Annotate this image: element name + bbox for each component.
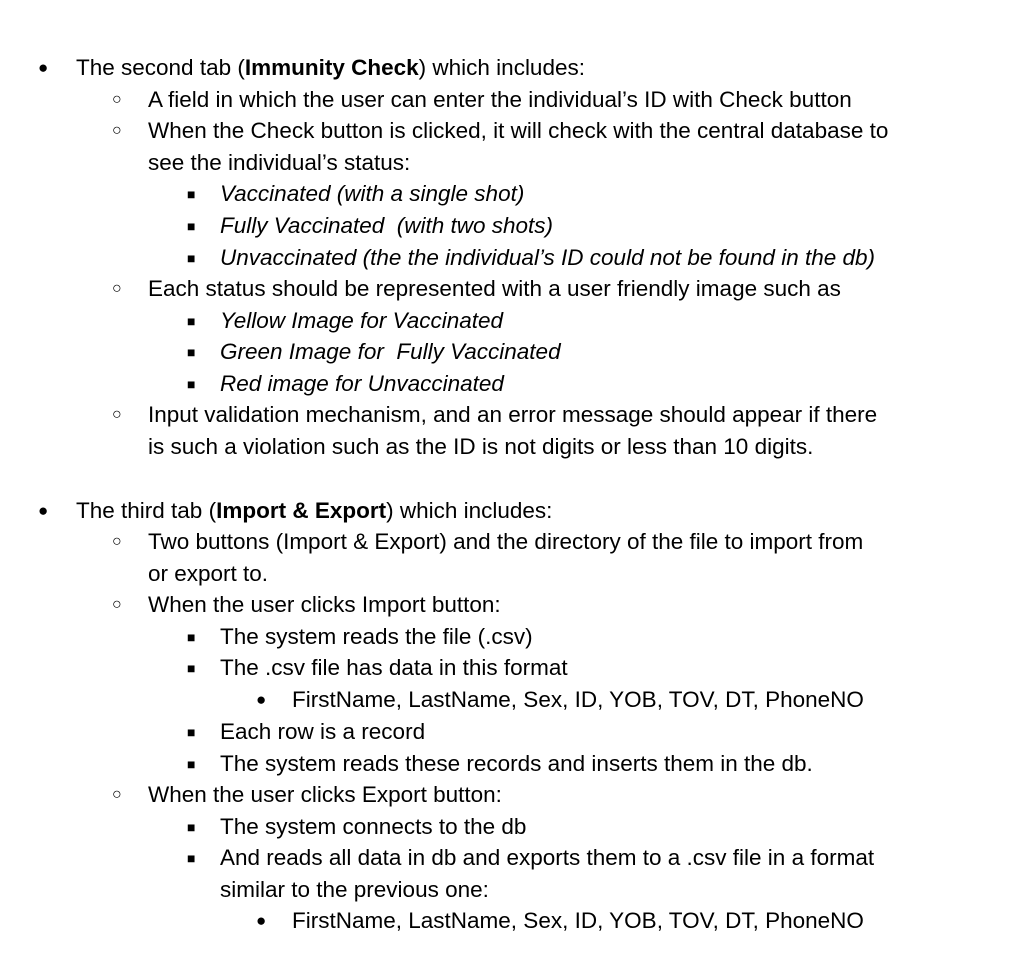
import-step: ■ The system reads the file (.csv) — [0, 621, 1024, 653]
square-bullet-icon: ■ — [187, 376, 196, 392]
hollow-circle-bullet-icon: ○ — [112, 122, 122, 139]
list-item-continuation: see the individual’s status: — [148, 150, 411, 175]
hollow-circle-bullet-icon: ○ — [112, 786, 122, 803]
import-step: ■ Each row is a record — [0, 716, 1024, 748]
square-bullet-icon: ■ — [187, 218, 196, 234]
list-item: ○ Two buttons (Import & Export) and the directory of the file to import from — [0, 526, 1024, 558]
list-item: ○ When the Check button is clicked, it will check with the central database to — [0, 115, 1024, 147]
square-bullet-icon: ■ — [187, 250, 196, 266]
list-item-continuation: is such a violation such as the ID is not digits or less than 10 digits. — [148, 434, 814, 459]
export-step: ■ And reads all data in db and exports them to a .csv file in a format — [0, 842, 1024, 874]
list-item: ○ Each status should be represented with a user friendly image such as — [0, 273, 1024, 305]
status-item: ■ Fully Vaccinated (with two shots) — [0, 210, 1024, 242]
list-item: ○ When the user clicks Export button: — [0, 779, 1024, 811]
export-step-continuation: similar to the previous one: — [220, 877, 489, 902]
status-item: ■ Unvaccinated (the the individual’s ID could not be found in the db) — [0, 242, 1024, 274]
filled-circle-bullet-icon: ● — [38, 58, 49, 77]
square-bullet-icon: ■ — [187, 660, 196, 676]
tab-name-import-export: Import & Export — [216, 498, 387, 523]
list-item: ○ A field in which the user can enter the individual’s ID with Check button — [0, 84, 1024, 116]
hollow-circle-bullet-icon: ○ — [112, 280, 122, 297]
square-bullet-icon: ■ — [187, 629, 196, 645]
list-item: ○ Input validation mechanism, and an error message should appear if there — [0, 399, 1024, 431]
import-format: ● FirstName, LastName, Sex, ID, YOB, TOV, DT, PhoneNO — [0, 684, 1024, 716]
list-item-continuation: or export to. — [148, 561, 269, 586]
hollow-circle-bullet-icon: ○ — [112, 596, 122, 613]
import-step: ■ The system reads these records and inserts them in the db. — [0, 748, 1024, 780]
image-item: ■ Yellow Image for Vaccinated — [0, 305, 1024, 337]
export-step: ■ The system connects to the db — [0, 811, 1024, 843]
image-item: ■ Red image for Unvaccinated — [0, 368, 1024, 400]
export-format: ● FirstName, LastName, Sex, ID, YOB, TOV, DT, PhoneNO — [0, 905, 1024, 937]
tab-name-immunity-check: Immunity Check — [244, 55, 419, 80]
filled-circle-bullet-icon: ● — [256, 690, 267, 709]
section-import-export-heading: ● The third tab (Import & Export) which includes: — [0, 495, 1024, 527]
list-item: ○ When the user clicks Import button: — [0, 589, 1024, 621]
square-bullet-icon: ■ — [187, 756, 196, 772]
square-bullet-icon: ■ — [187, 313, 196, 329]
hollow-circle-bullet-icon: ○ — [112, 406, 122, 423]
square-bullet-icon: ■ — [187, 850, 196, 866]
image-item: ■ Green Image for Fully Vaccinated — [0, 336, 1024, 368]
hollow-circle-bullet-icon: ○ — [112, 533, 122, 550]
square-bullet-icon: ■ — [187, 186, 196, 202]
square-bullet-icon: ■ — [187, 724, 196, 740]
status-item: ■ Vaccinated (with a single shot) — [0, 178, 1024, 210]
square-bullet-icon: ■ — [187, 819, 196, 835]
filled-circle-bullet-icon: ● — [38, 501, 49, 520]
section-immunity-check-heading: ● The second tab (Immunity Check) which includes: — [0, 52, 1024, 84]
hollow-circle-bullet-icon: ○ — [112, 91, 122, 108]
filled-circle-bullet-icon: ● — [256, 911, 267, 930]
import-step: ■ The .csv file has data in this format — [0, 652, 1024, 684]
square-bullet-icon: ■ — [187, 344, 196, 360]
